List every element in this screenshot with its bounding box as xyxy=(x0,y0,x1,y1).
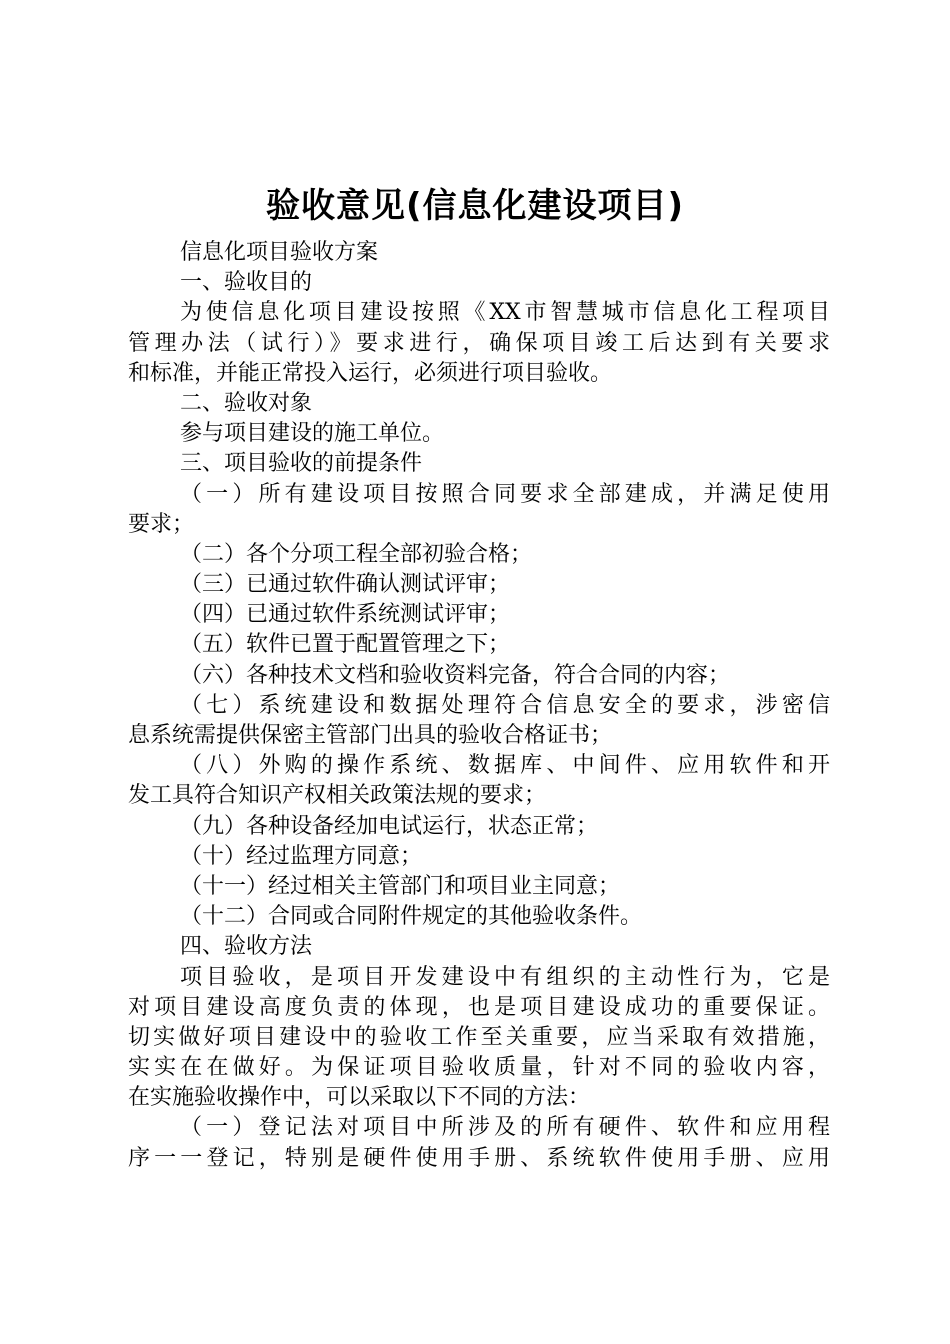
list-item-line: （八）外购的操作系统、数据库、中间件、应用软件和开 xyxy=(180,753,830,779)
list-item-line: （二）各个分项工程全部初验合格； xyxy=(180,541,533,567)
paragraph-line: 切实做好项目建设中的验收工作至关重要，应当采取有效措施， xyxy=(128,1024,830,1050)
section-heading-preconditions: 三、项目验收的前提条件 xyxy=(180,451,423,477)
list-item-line: （四）已通过软件系统测试评审； xyxy=(180,602,511,628)
list-item-line: （五）软件已置于配置管理之下； xyxy=(180,632,511,658)
paragraph-line: 为使信息化项目建设按照《XX市智慧城市信息化工程项目 xyxy=(180,300,830,326)
paragraph-line: 在实施验收操作中，可以采取以下不同的方法： xyxy=(128,1085,591,1111)
list-item-line: 要求； xyxy=(128,511,195,537)
paragraph-line: 实实在在做好。为保证项目验收质量，针对不同的验收内容， xyxy=(128,1055,830,1081)
paragraph-line: 序一一登记，特别是硬件使用手册、系统软件使用手册、应用 xyxy=(128,1145,830,1171)
list-item-line: （十一）经过相关主管部门和项目业主同意； xyxy=(180,873,621,899)
list-item-line: （九）各种设备经加电试运行，状态正常； xyxy=(180,813,599,839)
section-heading-object: 二、验收对象 xyxy=(180,390,313,416)
document-body xyxy=(128,238,830,1174)
list-item-line: （六）各种技术文档和验收资料完备，符合合同的内容； xyxy=(180,662,731,688)
list-item-line: （十）经过监理方同意； xyxy=(180,843,423,869)
plan-heading: 信息化项目验收方案 xyxy=(180,240,379,265)
paragraph-line: 对项目建设高度负责的体现，也是项目建设成功的重要保证。 xyxy=(128,994,830,1020)
paragraph-line: 管理办法（试行）》要求进行，确保项目竣工后达到有关要求 xyxy=(128,330,830,356)
section-heading-purpose: 一、验收目的 xyxy=(180,270,313,296)
list-item-line: （七）系统建设和数据处理符合信息安全的要求，涉密信 xyxy=(180,692,830,718)
list-item-line: 发工具符合知识产权相关政策法规的要求； xyxy=(128,783,547,809)
paragraph-line: 参与项目建设的施工单位。 xyxy=(180,421,445,447)
paragraph-line: （一）登记法对项目中所涉及的所有硬件、软件和应用程 xyxy=(180,1115,830,1141)
document-title: 验收意见(信息化建设项目) xyxy=(265,186,685,226)
paragraph-line: 和标准，并能正常投入运行，必须进行项目验收。 xyxy=(128,360,613,386)
paragraph-line: 项目验收，是项目开发建设中有组织的主动性行为，它是 xyxy=(180,964,830,990)
list-item-line: （三）已通过软件确认测试评审； xyxy=(180,572,511,598)
section-heading-methods: 四、验收方法 xyxy=(180,934,313,960)
list-item-line: （一）所有建设项目按照合同要求全部建成，并满足使用 xyxy=(180,481,830,507)
list-item-line: （十二）合同或合同附件规定的其他验收条件。 xyxy=(180,904,643,930)
list-item-line: 息系统需提供保密主管部门出具的验收合格证书； xyxy=(128,723,613,748)
